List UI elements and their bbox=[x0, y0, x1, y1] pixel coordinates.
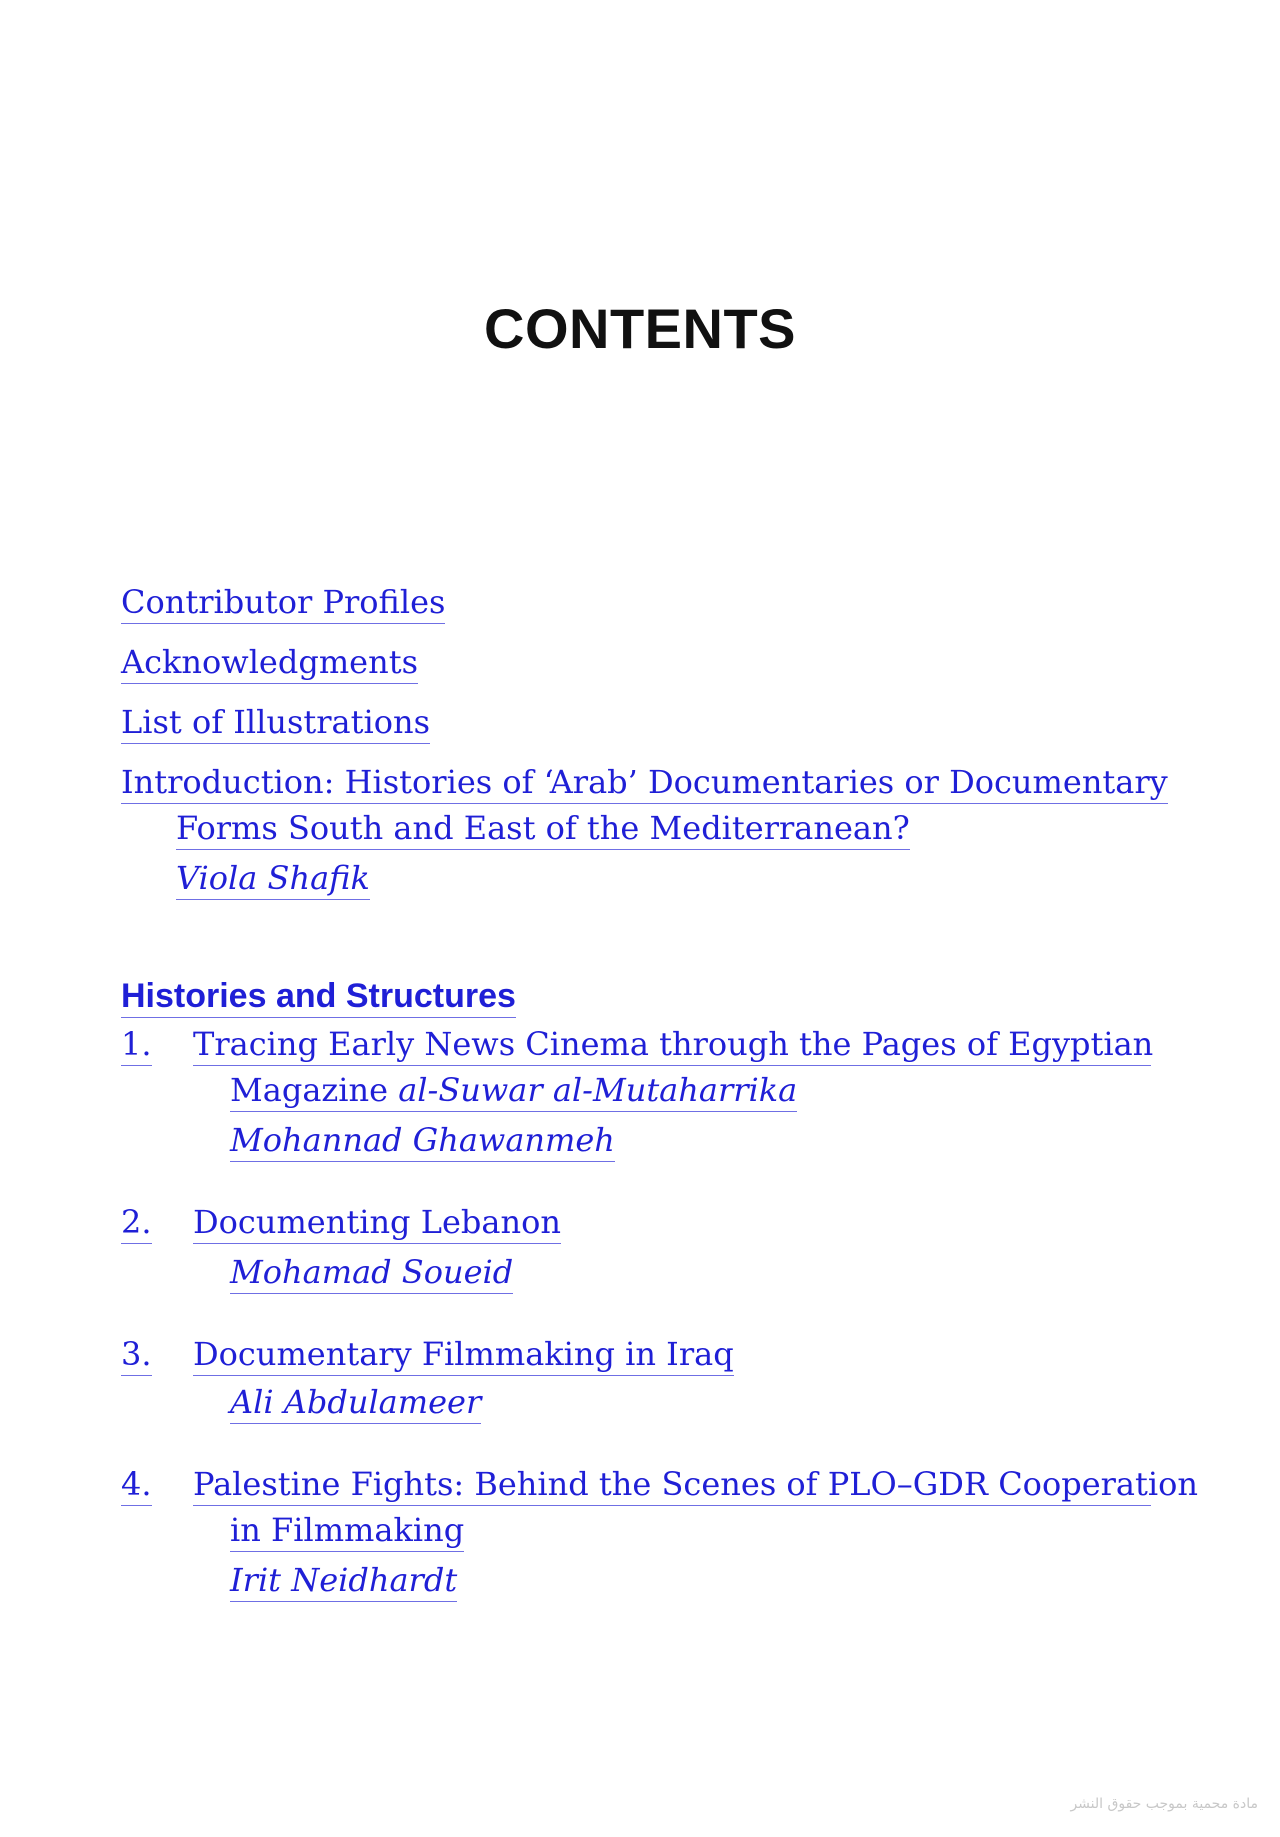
chapter-4-author[interactable]: Irit Neidhardt bbox=[230, 1559, 457, 1602]
chapter-3-author[interactable]: Ali Abdulameer bbox=[230, 1381, 481, 1424]
copyright-watermark: مادة محمية بموجب حقوق النشر bbox=[1070, 1796, 1258, 1812]
chapter-3-title[interactable]: Documentary Filmmaking in Iraq bbox=[193, 1333, 734, 1376]
chapter-2-author[interactable]: Mohamad Soueid bbox=[230, 1251, 513, 1294]
chapter-4-title-line1-text: Palestine Fights: Behind the Scenes of PLO–GDR Cooperation bbox=[193, 1465, 1198, 1503]
chapter-1-author[interactable]: Mohannad Ghawanmeh bbox=[230, 1119, 615, 1162]
chapter-4-number[interactable]: 4. bbox=[121, 1463, 152, 1506]
chapter-1-number[interactable]: 1. bbox=[121, 1023, 152, 1066]
section-heading-histories-and-structures[interactable]: Histories and Structures bbox=[121, 975, 516, 1018]
chapter-1-title-line2-plain: Magazine bbox=[230, 1071, 399, 1109]
toc-introduction-author[interactable]: Viola Shafik bbox=[176, 857, 370, 900]
chapter-1-title-line1-text: Tracing Early News Cinema through the Pages of Egyptian bbox=[193, 1025, 1154, 1063]
toc-introduction-line1[interactable]: Introduction: Histories of ‘Arab’ Documentaries or Documentary bbox=[121, 761, 1168, 804]
toc-contributor-profiles[interactable]: Contributor Profiles bbox=[121, 581, 445, 624]
chapter-1-magazine-name: al-Suwar al-Mutaharrika bbox=[398, 1071, 798, 1109]
chapter-2-number[interactable]: 2. bbox=[121, 1201, 152, 1244]
chapter-4-title-line2[interactable]: in Filmmaking bbox=[230, 1509, 464, 1552]
chapter-1-title-line2[interactable] bbox=[230, 1069, 797, 1112]
toc-introduction-line2[interactable]: Forms South and East of the Mediterranean? bbox=[176, 807, 910, 850]
toc-acknowledgments[interactable]: Acknowledgments bbox=[121, 641, 418, 684]
page-title: CONTENTS bbox=[484, 297, 796, 360]
chapter-1-title-line1[interactable] bbox=[193, 1023, 1154, 1066]
toc-list-of-illustrations[interactable]: List of Illustrations bbox=[121, 701, 430, 744]
chapter-4-title-line1[interactable] bbox=[193, 1463, 1198, 1506]
chapter-3-number[interactable]: 3. bbox=[121, 1333, 152, 1376]
chapter-2-title[interactable]: Documenting Lebanon bbox=[193, 1201, 561, 1244]
